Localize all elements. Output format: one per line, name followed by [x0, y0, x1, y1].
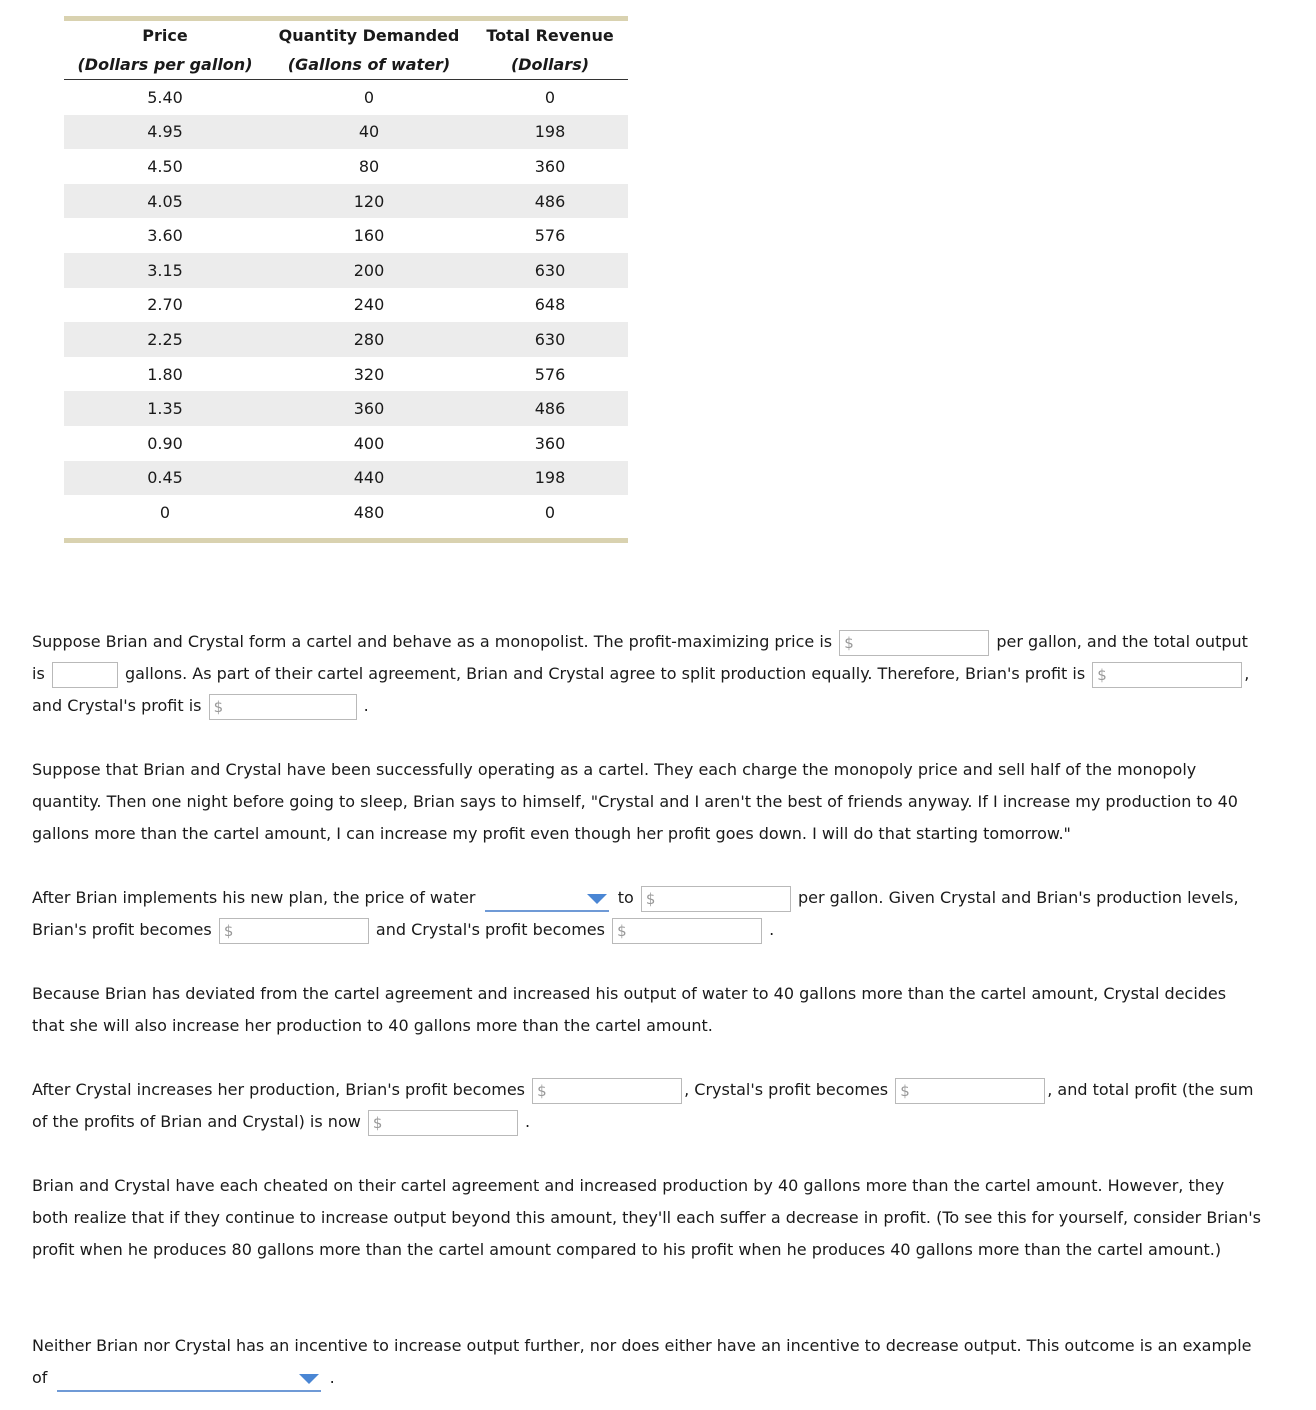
dollar-sign: $: [645, 889, 656, 908]
table-row: [64, 357, 628, 392]
header-revenue: Total Revenue: [486, 26, 614, 45]
monopoly-price-input[interactable]: [839, 630, 989, 656]
q7-text-1: Neither Brian nor Crystal has an incentive to increase output further, nor does either have an incentive to decrease output. This outcome is an example of: [32, 1336, 1252, 1387]
paragraph-further-increase: Brian and Crystal have each cheated on their cartel agreement and increased production by 40 gallons more than the cartel amount. However, they both realize that if they continue to increase output beyond this amount, they'll each suffer a decrease in profit. (To see this for yourself, consider Brian's profit when he produces 80 gallons more than the cartel amount compared to his profit when he produces 40 gallons more than the cartel amount.): [32, 1176, 1261, 1259]
outcome-type-dropdown[interactable]: [57, 1366, 321, 1392]
header-quantity: Quantity Demanded: [278, 26, 460, 45]
cell-revenue: 0: [544, 87, 556, 107]
cell-quantity: 80: [358, 156, 380, 176]
cell-revenue: 486: [472, 184, 628, 219]
cell-revenue: 198: [472, 115, 628, 150]
header-revenue-unit: (Dollars): [472, 50, 628, 80]
crystal-new-profit-input[interactable]: [612, 918, 762, 944]
cell-price: 0.45: [64, 461, 266, 496]
cell-price: 4.50: [147, 156, 183, 176]
table-row: [64, 115, 628, 150]
table-bottom-rule: [64, 538, 628, 543]
question-equilibrium: [32, 1330, 1262, 1394]
dollar-sign: $: [223, 921, 234, 940]
cell-revenue: 0: [544, 502, 556, 522]
table-row: [64, 253, 628, 288]
cell-revenue: 576: [534, 364, 566, 384]
cell-revenue: 576: [534, 226, 566, 246]
cell-price: 5.40: [147, 87, 183, 107]
q1-text-1: Suppose Brian and Crystal form a cartel and behave as a monopolist. The profit-maximizing price is: [32, 632, 833, 651]
cell-price: 3.60: [147, 226, 183, 246]
question-brian-deviates: [32, 882, 1262, 946]
cell-quantity: 40: [266, 115, 472, 150]
cell-revenue: 630: [472, 253, 628, 288]
cell-price: 2.25: [64, 322, 266, 357]
cell-price: 4.05: [64, 184, 266, 219]
q5-text-1: After Crystal increases her production, Brian's profit becomes: [32, 1080, 525, 1099]
q7-text-2: .: [329, 1368, 335, 1387]
q1-text-2: per gallon, and the total output is: [32, 632, 1248, 683]
new-price-input[interactable]: [641, 886, 791, 912]
cell-quantity: 240: [353, 295, 385, 315]
question-both-deviate: [32, 1074, 1262, 1138]
dropdown-arrow-icon: [587, 894, 607, 904]
table-body: [64, 80, 628, 530]
table-row: [64, 80, 628, 115]
cell-price: 4.95: [64, 115, 266, 150]
cell-price: 1.80: [147, 364, 183, 384]
header-quantity-unit: (Gallons of water): [266, 50, 472, 80]
cell-revenue: 648: [534, 295, 566, 315]
q3-text-3: per gallon. Given Crystal and Brian's production levels, Brian's profit becomes: [32, 888, 1239, 939]
q1-text-3: gallons. As part of their cartel agreement, Brian and Crystal agree to split production equally. Therefore, Brian's profit is: [124, 664, 1086, 683]
q1-text-5: .: [363, 696, 369, 715]
dollar-sign: $: [844, 633, 854, 652]
dropdown-arrow-icon: [299, 1374, 319, 1384]
demand-table: [64, 21, 628, 530]
cell-revenue: 198: [472, 461, 628, 496]
crystal-final-profit-input[interactable]: [895, 1078, 1045, 1104]
dollar-sign: $: [537, 1081, 547, 1100]
table-row: [64, 391, 628, 426]
table-row: [64, 426, 628, 461]
table-row: [64, 149, 628, 184]
q3-text-5: .: [769, 920, 775, 939]
header-price-unit: (Dollars per gallon): [64, 50, 266, 80]
crystal-profit-input[interactable]: [209, 694, 357, 720]
cell-quantity: 280: [266, 322, 472, 357]
q1-text-4: , and Crystal's profit is: [32, 664, 1250, 715]
brian-final-profit-input[interactable]: [532, 1078, 682, 1104]
cell-price: 0.90: [147, 433, 183, 453]
cell-quantity: 160: [353, 226, 385, 246]
dollar-sign: $: [372, 1113, 383, 1132]
cell-quantity: 0: [363, 87, 375, 107]
total-profit-input[interactable]: [368, 1110, 518, 1136]
dollar-sign: $: [213, 697, 224, 716]
cell-price: 0: [159, 502, 171, 522]
brian-profit-input[interactable]: [1092, 662, 1242, 688]
cell-price: 3.15: [64, 253, 266, 288]
cell-revenue: 486: [472, 391, 628, 426]
table-row: [64, 184, 628, 219]
q5-text-2: , Crystal's profit becomes: [684, 1080, 889, 1099]
cell-quantity: 400: [353, 433, 385, 453]
q5-text-3: , and total profit (the sum of the profits of Brian and Crystal) is now: [32, 1080, 1254, 1131]
cell-quantity: 440: [266, 461, 472, 496]
cell-price: 2.70: [147, 295, 183, 315]
cell-quantity: 360: [266, 391, 472, 426]
q3-text-2: to: [617, 888, 634, 907]
table-row: [64, 322, 628, 357]
cell-quantity: 480: [353, 502, 385, 522]
price-direction-dropdown[interactable]: [485, 886, 609, 912]
question-cartel: [32, 626, 1262, 722]
cell-revenue: 630: [472, 322, 628, 357]
cell-revenue: 360: [534, 433, 566, 453]
dollar-sign: $: [900, 1081, 910, 1100]
paragraph-crystal-deviates: Because Brian has deviated from the cartel agreement and increased his output of water to 40 gallons more than the cartel amount, Crystal decides that she will also increase her production to 40 gallons more than the cartel amount.: [32, 984, 1227, 1035]
table-row: [64, 461, 628, 496]
cell-price: 1.35: [64, 391, 266, 426]
cell-quantity: 120: [266, 184, 472, 219]
q5-text-4: .: [525, 1112, 531, 1131]
dollar-sign: $: [1097, 665, 1107, 684]
header-price: Price: [142, 26, 188, 45]
dollar-sign: $: [617, 921, 627, 940]
brian-new-profit-input[interactable]: [219, 918, 369, 944]
cell-quantity: 320: [353, 364, 385, 384]
total-output-input[interactable]: [52, 662, 118, 688]
table-row: [64, 218, 628, 253]
table-row: [64, 288, 628, 323]
q3-text-4: and Crystal's profit becomes: [375, 920, 605, 939]
demand-table-container: [64, 16, 628, 543]
cell-revenue: 360: [534, 156, 566, 176]
cell-quantity: 200: [266, 253, 472, 288]
q3-text-1: After Brian implements his new plan, the price of water: [32, 888, 476, 907]
paragraph-brian-plan: Suppose that Brian and Crystal have been successfully operating as a cartel. They each charge the monopoly price and sell half of the monopoly quantity. Then one night before going to sleep, Brian says to himself, "Crystal and I aren't the best of friends anyway. If I increase my production to 40 gallons more than the cartel amount, I can increase my profit even though her profit goes down. I will do that starting tomorrow.": [32, 760, 1238, 843]
table-row: [64, 495, 628, 530]
